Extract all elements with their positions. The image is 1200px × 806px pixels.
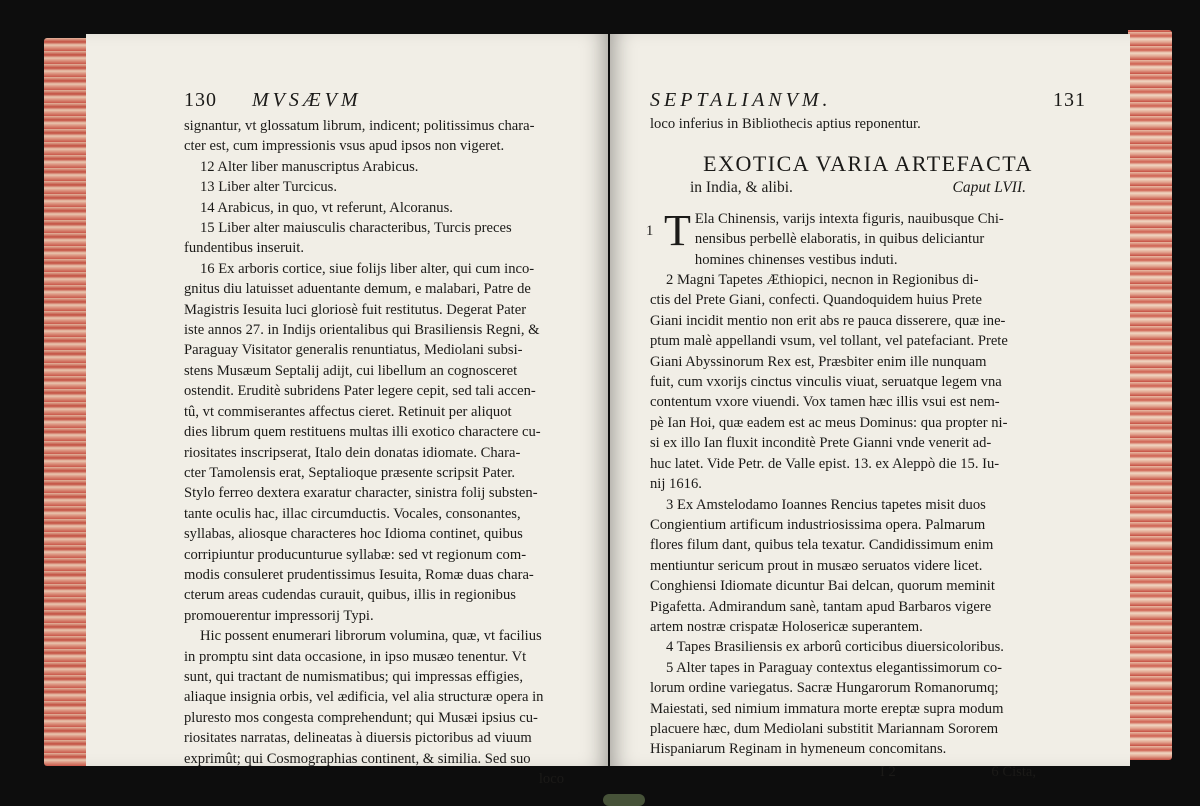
- text-line: riositates inscripserat, Italo dein donatas idiomate. Chara-: [184, 444, 521, 461]
- text-line: pluresto mos congesta comprehendunt; qui Musæi ipsius cu-: [184, 709, 538, 726]
- text-line: 16 Ex arboris cortice, siue folijs liber alter, qui cum inco-: [200, 260, 535, 277]
- text-line: fundentibus inseruit.: [184, 240, 304, 257]
- text-line: riositates narratas, delineatas à diuersis pictoribus ad viuum: [184, 730, 532, 747]
- text-line: lorum ordine variegatus. Sacræ Hungarorum Romanorumq;: [650, 680, 999, 697]
- text-line: Congientium artificum industriosissima opera. Palmarum: [650, 516, 986, 533]
- text-line: exprimût; qui Cosmographias continent, & similia. Sed suo: [184, 750, 531, 767]
- text-line: 15 Liber alter maiusculis characteribus, Turcis preces: [200, 220, 512, 237]
- text-line: nensibus perbellè elaboratis, in quibus deliciantur: [694, 231, 985, 248]
- text-line: Stylo ferreo dextera exaratur character, sinistra folij substen-: [184, 485, 538, 502]
- right-head-title: SEPTALIANVM.: [650, 89, 832, 111]
- text-line: Hispaniarum Reginam in hymeneum concomitans.: [650, 741, 947, 758]
- text-line: huc latet. Vide Petr. de Valle epist. 13. ex Aleppò die 15. Iu-: [650, 455, 1000, 472]
- text-line: 12 Alter liber manuscriptus Arabicus.: [200, 158, 419, 175]
- text-line: corripiuntur producunturue syllabæ: sed vt regionum com-: [184, 546, 527, 563]
- text-line: iste annos 27. in Indijs orientalibus qui Brasiliensis Regni, &: [184, 322, 540, 339]
- item-1: [646, 205, 1086, 270]
- text-line: modis consuleret prudentissimus Iesuita, Romæ duas chara-: [184, 566, 534, 583]
- left-running-head: [184, 90, 594, 110]
- text-line: cter est, cum impressionis vsus apud ipsos non vigeret.: [184, 138, 505, 155]
- right-page-text: [646, 114, 1086, 782]
- text-line: fuit, cum vxorijs cinctus vinculis viuat, seruatque legem vna: [650, 374, 1002, 391]
- text-line: Hic possent enumerari librorum volumina, quæ, vt facilius: [200, 628, 542, 645]
- chapter-number: Caput LVII.: [952, 179, 1026, 197]
- left-page-number: 130: [184, 89, 217, 111]
- text-line: artem nostræ crispatæ Holosericæ superantem.: [650, 618, 923, 635]
- text-line: Paraguay Visitator generalis renuntiatus, Mediolani subsi-: [184, 342, 523, 359]
- text-line: placuere hæc, dum Mediolani substitit Mariannam Sororem: [650, 720, 999, 737]
- item-1-number: 1: [646, 222, 654, 239]
- text-line: homines chinenses vestibus induti.: [694, 251, 898, 268]
- text-line: Giani incidit mentio non erit abs re pauca disserere, quæ ine-: [650, 312, 1006, 329]
- signature-mark: I 2: [880, 763, 896, 780]
- chapter-subtitle: [650, 178, 1086, 198]
- right-page-number: 131: [1053, 89, 1086, 111]
- right-fore-edge: [1128, 30, 1172, 760]
- text-line: cterum areas cudendas curauit, quibus, illis in regionibus: [184, 587, 516, 604]
- open-book: [38, 24, 1178, 787]
- left-page-text: [184, 116, 594, 789]
- text-line: Ela Chinensis, varijs intexta figuris, nauibusque Chi-: [694, 210, 1004, 227]
- chapter-subtitle-place: in India, & alibi.: [690, 179, 793, 197]
- text-line: aliaque insignia orbis, vel ædificia, vel alia structuræ opera in: [184, 689, 544, 706]
- text-line: Magistris Iesuita luci gloriosè fuit restitutus. Degerat Pater: [184, 301, 527, 318]
- text-line: cter Tamolensis erat, Septalioque præsente scripsit Pater.: [184, 464, 516, 481]
- text-line: ostendit. Eruditè subridens Pater legere cepit, sed tali accen-: [184, 383, 536, 400]
- right-catchword: 6 Cista,: [991, 763, 1036, 780]
- drop-cap: T: [664, 205, 691, 255]
- text-line: in promptu sint data occasione, in ipso musæo tenentur. Vt: [184, 648, 527, 665]
- text-line: Pigafetta. Admirandum sanè, tantam apud Barbaros vigere: [650, 598, 992, 615]
- text-line: 5 Alter tapes in Paraguay contextus elegantissimorum co-: [666, 659, 1002, 676]
- text-line: flores filum dant, quibus tela texatur. Candidissimum enim: [650, 537, 994, 554]
- right-page: [610, 34, 1130, 780]
- text-line: promouerentur impressorij Typi.: [184, 607, 374, 624]
- text-line: stens Musæum Septalij adijt, cui libellum an cognosceret: [184, 362, 518, 379]
- text-line: 4 Tapes Brasiliensis ex arborû corticibus diuersicoloribus.: [666, 639, 1004, 656]
- text-line: ptum malè appellandi vsum, vel tollant, vel patefaciant. Prete: [650, 333, 1008, 350]
- right-first-line: loco inferius in Bibliothecis aptius reponentur.: [650, 116, 921, 132]
- chapter-title: EXOTICA VARIA ARTEFACTA: [703, 151, 1033, 177]
- left-catchword: loco: [538, 771, 564, 787]
- text-line: 2 Magni Tapetes Æthiopici, necnon in Regionibus di-: [666, 272, 979, 289]
- text-line: ctis del Prete Giani, confecti. Quandoquidem huius Prete: [650, 292, 982, 309]
- text-line: sunt, qui tractant de numismatibus; qui impressas effigies,: [184, 668, 523, 685]
- text-line: contentum vxore viuendi. Vox tamen hæc illis vsui est nem-: [650, 394, 1000, 411]
- text-line: mentiuntur sericum prout in musæo seruatos videre licet.: [650, 557, 983, 574]
- right-page-lines: [650, 270, 1086, 760]
- text-line: nij 1616.: [650, 476, 702, 493]
- text-line: signantur, vt glossatum librum, indicent; politissimus chara-: [184, 118, 535, 134]
- left-head-title: MVSÆVM: [252, 89, 362, 111]
- item-1-lines: [664, 205, 1086, 270]
- text-line: Conghiensi Idiomate dicuntur Bai delcan, quorum meminit: [650, 578, 995, 595]
- text-line: syllabas, aliosque characteres hoc Idioma continet, quibus: [184, 526, 523, 543]
- right-running-head: [650, 90, 1086, 110]
- text-line: gnitus diu latuisset aduentante demum, e malabari, Patre de: [184, 281, 531, 298]
- text-line: Giani Abyssinorum Rex est, Præsbiter enim ille nunquam: [650, 353, 987, 370]
- text-line: 13 Liber alter Turcicus.: [200, 179, 337, 196]
- text-line: 14 Arabicus, in quo, vt referunt, Alcoranus.: [200, 199, 453, 216]
- left-page: [86, 34, 608, 787]
- text-line: dies librum quem restituens multas illi exotico charactere cu-: [184, 424, 541, 441]
- text-line: pè Ian Hoi, quæ eadem est ac meus Dominus: qua propter ni-: [650, 414, 1008, 431]
- text-line: 3 Ex Amstelodamo Ioannes Rencius tapetes misit duos: [666, 496, 986, 513]
- binding-thread: [603, 794, 645, 806]
- text-line: tû, vt commiserantes affectus cieret. Retinuit per aliquot: [184, 403, 512, 420]
- text-line: si ex illo Ian fluxit inconditè Prete Gianni vnde venerit ad-: [650, 435, 992, 452]
- text-line: tante oculis hac, illac circumductis. Vocales, consonantes,: [184, 505, 521, 522]
- right-footer: [650, 762, 1086, 782]
- text-line: Maiestati, sed nimium immatura morte ereptæ supra modum: [650, 700, 1004, 717]
